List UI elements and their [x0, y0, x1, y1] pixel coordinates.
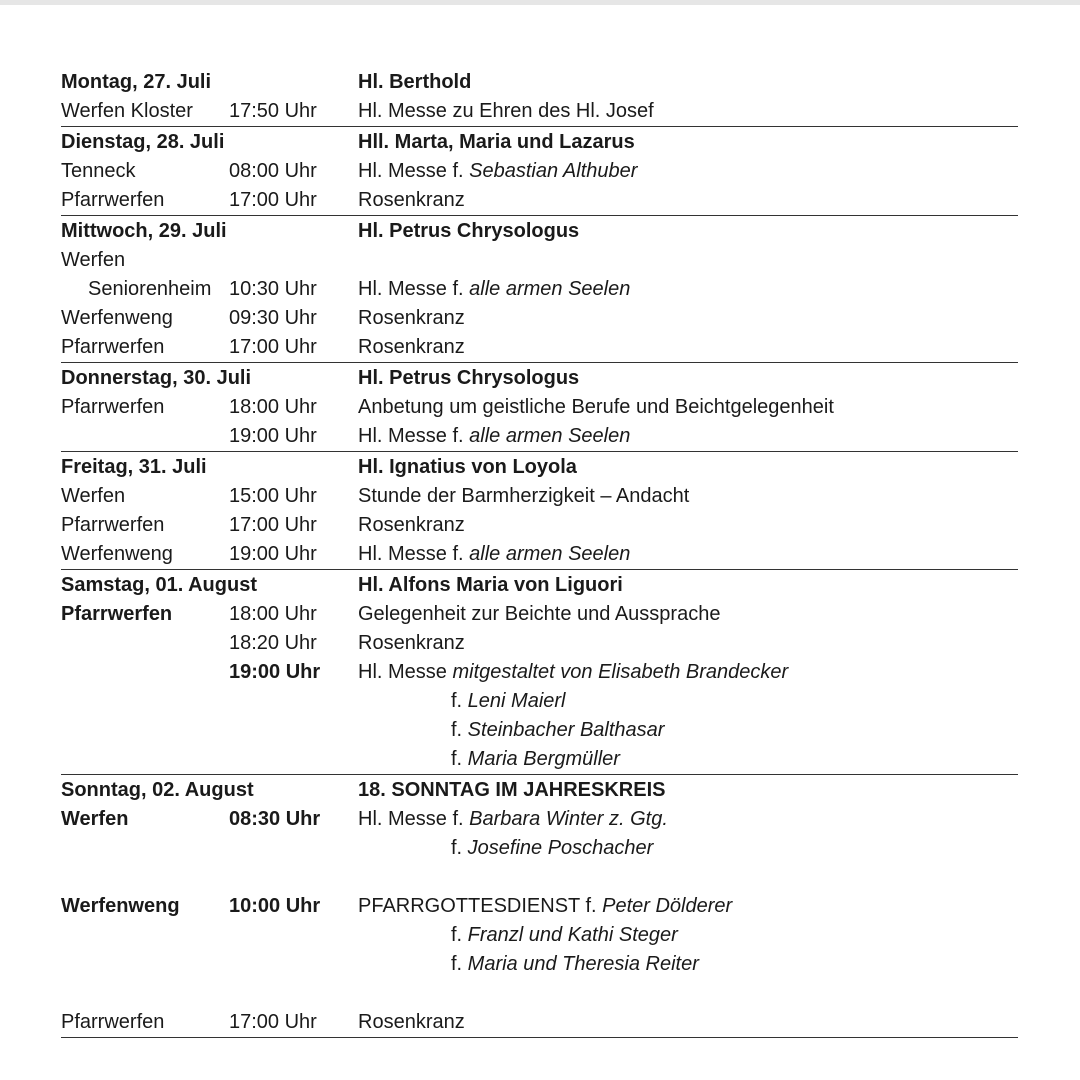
service-row	[61, 805, 1018, 834]
service-row	[61, 393, 1018, 422]
day-block	[61, 775, 1018, 1038]
mass-intention: Maria und Theresia Reiter	[467, 953, 699, 975]
day-block	[61, 363, 1018, 452]
service-description	[358, 304, 465, 333]
day-date: Dienstag, 28. Juli	[61, 131, 225, 153]
service-row	[61, 186, 1018, 215]
service-place: Werfen	[61, 485, 126, 507]
service-type: f.	[451, 924, 468, 946]
service-row	[61, 333, 1018, 362]
service-description	[358, 540, 630, 569]
service-row	[61, 422, 1018, 451]
service-description	[358, 157, 637, 186]
day-saint: Hl. Berthold	[358, 71, 472, 93]
service-description	[358, 393, 834, 422]
service-type: Rosenkranz	[358, 514, 465, 536]
service-type: f.	[451, 953, 468, 975]
day-saint: Hl. Ignatius von Loyola	[358, 456, 577, 478]
day-block	[61, 216, 1018, 363]
service-time: 17:00 Uhr	[229, 189, 317, 211]
service-description	[358, 892, 732, 921]
service-type: Hl. Messe zu Ehren des Hl. Josef	[358, 100, 654, 122]
day-block	[61, 127, 1018, 216]
day-date: Freitag, 31. Juli	[61, 456, 207, 478]
service-time: 09:30 Uhr	[229, 307, 317, 329]
service-type: Gelegenheit zur Beichte und Aussprache	[358, 603, 721, 625]
mass-intention: Maria Bergmüller	[467, 748, 620, 770]
service-time: 19:00 Uhr	[229, 425, 317, 447]
spacer	[61, 979, 1018, 1008]
service-time: 17:50 Uhr	[229, 100, 317, 122]
service-description	[451, 745, 620, 774]
service-description	[451, 950, 699, 979]
service-place: Tenneck	[61, 160, 136, 182]
day-block	[61, 67, 1018, 127]
day-date: Montag, 27. Juli	[61, 71, 212, 93]
service-place: Pfarrwerfen	[61, 396, 165, 418]
mass-intention: Leni Maierl	[467, 690, 566, 712]
service-description	[358, 97, 654, 126]
service-row	[61, 921, 1018, 950]
mass-intention: alle armen Seelen	[469, 425, 631, 447]
service-time: 10:00 Uhr	[229, 895, 321, 917]
service-type: f.	[451, 719, 468, 741]
service-description	[358, 333, 465, 362]
day-block	[61, 570, 1018, 775]
day-saint: 18. SONNTAG IM JAHRESKREIS	[358, 779, 666, 801]
service-type: f.	[451, 690, 468, 712]
mass-intention: Sebastian Althuber	[469, 160, 638, 182]
service-time: 08:30 Uhr	[229, 808, 321, 830]
service-type: Rosenkranz	[358, 336, 465, 358]
service-row	[61, 157, 1018, 186]
service-place: Werfen Kloster	[61, 100, 193, 122]
service-time: 17:00 Uhr	[229, 1011, 317, 1033]
service-row	[61, 687, 1018, 716]
service-row	[61, 716, 1018, 745]
day-date: Samstag, 01. August	[61, 574, 257, 596]
service-place: Pfarrwerfen	[61, 336, 165, 358]
top-edge	[0, 0, 1080, 5]
service-row	[61, 511, 1018, 540]
service-type: Hl. Messe	[358, 661, 453, 683]
service-row	[61, 745, 1018, 774]
service-type: Rosenkranz	[358, 189, 465, 211]
service-description	[451, 716, 664, 745]
service-time: 18:20 Uhr	[229, 632, 317, 654]
service-row	[61, 246, 1018, 275]
service-time: 19:00 Uhr	[229, 661, 321, 683]
mass-intention: Peter Dölderer	[602, 895, 733, 917]
mass-intention: mitgestaltet von Elisabeth Brandecker	[452, 661, 789, 683]
service-place: Werfenweng	[61, 543, 173, 565]
day-header	[61, 216, 1018, 246]
service-type: f.	[451, 837, 468, 859]
service-type: Hl. Messe f.	[358, 425, 470, 447]
service-description	[358, 805, 668, 834]
service-row	[61, 97, 1018, 126]
service-type: PFARRGOTTESDIENST f.	[358, 895, 603, 917]
service-time: 18:00 Uhr	[229, 396, 317, 418]
service-type: Rosenkranz	[358, 307, 465, 329]
service-row	[61, 1008, 1018, 1037]
service-description	[451, 834, 653, 863]
service-description	[358, 482, 689, 511]
day-header	[61, 67, 1018, 97]
service-time: 15:00 Uhr	[229, 485, 317, 507]
service-place: Werfenweng	[61, 307, 173, 329]
service-row	[61, 834, 1018, 863]
service-description	[358, 275, 630, 304]
service-description	[358, 1008, 465, 1037]
service-type: Hl. Messe f.	[358, 808, 470, 830]
service-type: Rosenkranz	[358, 632, 465, 654]
day-date: Mittwoch, 29. Juli	[61, 220, 227, 242]
mass-intention: alle armen Seelen	[469, 543, 631, 565]
service-time: 08:00 Uhr	[229, 160, 317, 182]
day-saint: Hl. Petrus Chrysologus	[358, 220, 580, 242]
day-block	[61, 452, 1018, 570]
service-description	[451, 687, 566, 716]
service-row	[61, 950, 1018, 979]
service-place: Seniorenheim	[88, 278, 212, 300]
day-saint: Hll. Marta, Maria und Lazarus	[358, 131, 635, 153]
service-time: 17:00 Uhr	[229, 336, 317, 358]
service-description	[358, 600, 720, 629]
service-description	[358, 422, 630, 451]
day-saint: Hl. Alfons Maria von Liguori	[358, 574, 623, 596]
service-description	[451, 921, 678, 950]
service-time: 10:30 Uhr	[229, 278, 317, 300]
service-description	[358, 629, 465, 658]
service-place: Pfarrwerfen	[61, 1011, 165, 1033]
service-row	[61, 892, 1018, 921]
service-row	[61, 629, 1018, 658]
parish-schedule	[61, 67, 1018, 1038]
service-description	[358, 658, 788, 687]
day-header	[61, 127, 1018, 157]
day-header	[61, 775, 1018, 805]
service-time: 19:00 Uhr	[229, 543, 317, 565]
mass-intention: Franzl und Kathi Steger	[467, 924, 678, 946]
service-type: Hl. Messe f.	[358, 160, 470, 182]
service-place: Pfarrwerfen	[61, 189, 165, 211]
service-row	[61, 658, 1018, 687]
day-header	[61, 570, 1018, 600]
service-place: Werfen	[61, 808, 129, 830]
mass-intention: Barbara Winter z. Gtg.	[469, 808, 668, 830]
service-row	[61, 600, 1018, 629]
service-type: f.	[451, 748, 468, 770]
day-date: Donnerstag, 30. Juli	[61, 367, 252, 389]
spacer	[61, 863, 1018, 892]
service-type: Rosenkranz	[358, 1011, 465, 1033]
service-type: Hl. Messe f.	[358, 543, 470, 565]
mass-intention: Steinbacher Balthasar	[467, 719, 665, 741]
mass-intention: Josefine Poschacher	[467, 837, 654, 859]
service-place: Werfen	[61, 249, 126, 271]
service-row	[61, 304, 1018, 333]
service-row	[61, 275, 1018, 304]
day-date: Sonntag, 02. August	[61, 779, 254, 801]
service-type: Anbetung um geistliche Berufe und Beichtgelegenheit	[358, 396, 834, 418]
service-description	[358, 186, 465, 215]
service-row	[61, 540, 1018, 569]
service-type: Stunde der Barmherzigkeit – Andacht	[358, 485, 690, 507]
service-time: 18:00 Uhr	[229, 603, 317, 625]
service-place: Pfarrwerfen	[61, 514, 165, 536]
service-place: Pfarrwerfen	[61, 603, 173, 625]
day-header	[61, 363, 1018, 393]
service-type: Hl. Messe f.	[358, 278, 470, 300]
service-row	[61, 482, 1018, 511]
day-header	[61, 452, 1018, 482]
day-saint: Hl. Petrus Chrysologus	[358, 367, 580, 389]
service-time: 17:00 Uhr	[229, 514, 317, 536]
service-place: Werfenweng	[61, 895, 180, 917]
service-description	[358, 511, 465, 540]
mass-intention: alle armen Seelen	[469, 278, 631, 300]
